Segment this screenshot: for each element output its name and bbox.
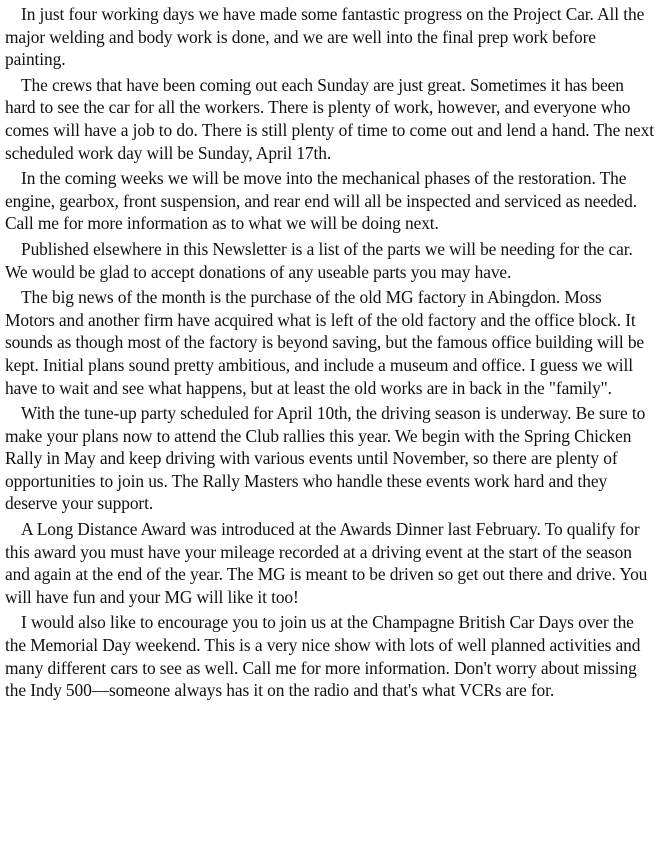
paragraph-sunday-crews: The crews that have been coming out each Sunday are just great. Sometimes it has been hard to see the car for all the workers. There is plenty of work, however, and everyone who comes will have a job to do. There is still plenty of time to come out and lend a hand. The next scheduled work day will be Sunday, April 17th. [5, 74, 655, 163]
paragraph-long-distance-award: A Long Distance Award was introduced at the Awards Dinner last February. To qualify for this award you must have your mileage recorded at a driving event at the start of the season and again at the end of the year. The MG is meant to be driven so get out there and drive. You will have fun and your MG will like it too! [5, 519, 648, 607]
paragraph-project-car-progress: In just four working days we have made some fantastic progress on the Project Car. All the major welding and body work is done, and we are well into the final prep work before painting. [5, 4, 645, 70]
paragraph-abingdon-factory: The big news of the month is the purchase of the old MG factory in Abingdon. Moss Motors and another firm have acquired what is left of the old factory and the office block. It sounds as though most of the factory is beyond saving, but the famous office building will be kept. Initial plans sound pretty ambitious, and include a museum and office. I guess we will have to wait and see what happens, but at least the old works are in back in the "family". [5, 287, 645, 398]
paragraph-parts-needed: Published elsewhere in this Newsletter is a list of the parts we will be needing for the car. We would be glad to accept donations of any useable parts you may have. [5, 238, 633, 282]
paragraph-driving-season: With the tune-up party scheduled for April 10th, the driving season is underway. Be sure to make your plans now to attend the Club rallies this year. We begin with the Spring Chicken Rally in May and keep driving with various events until November, so there are plenty of opportunities to join us. The Rally Masters who handle these events work hard and they deserve your support. [5, 403, 646, 514]
newsletter-article [5, 3, 655, 702]
paragraph-british-car-days: I would also like to encourage you to join us at the Champagne British Car Days over the the Memorial Day weekend. This is a very nice show with lots of well planned activities and many different cars to see as well. Call me for more information. Don't worry about missing the Indy 500—someone always has it on the radio and that's what VCRs are for. [5, 612, 641, 701]
paragraph-mechanical-phases: In the coming weeks we will be move into the mechanical phases of the restoration. The engine, gearbox, front suspension, and rear end will all be inspected and serviced as needed. Call me for more information as to what we will be doing next. [5, 168, 637, 234]
